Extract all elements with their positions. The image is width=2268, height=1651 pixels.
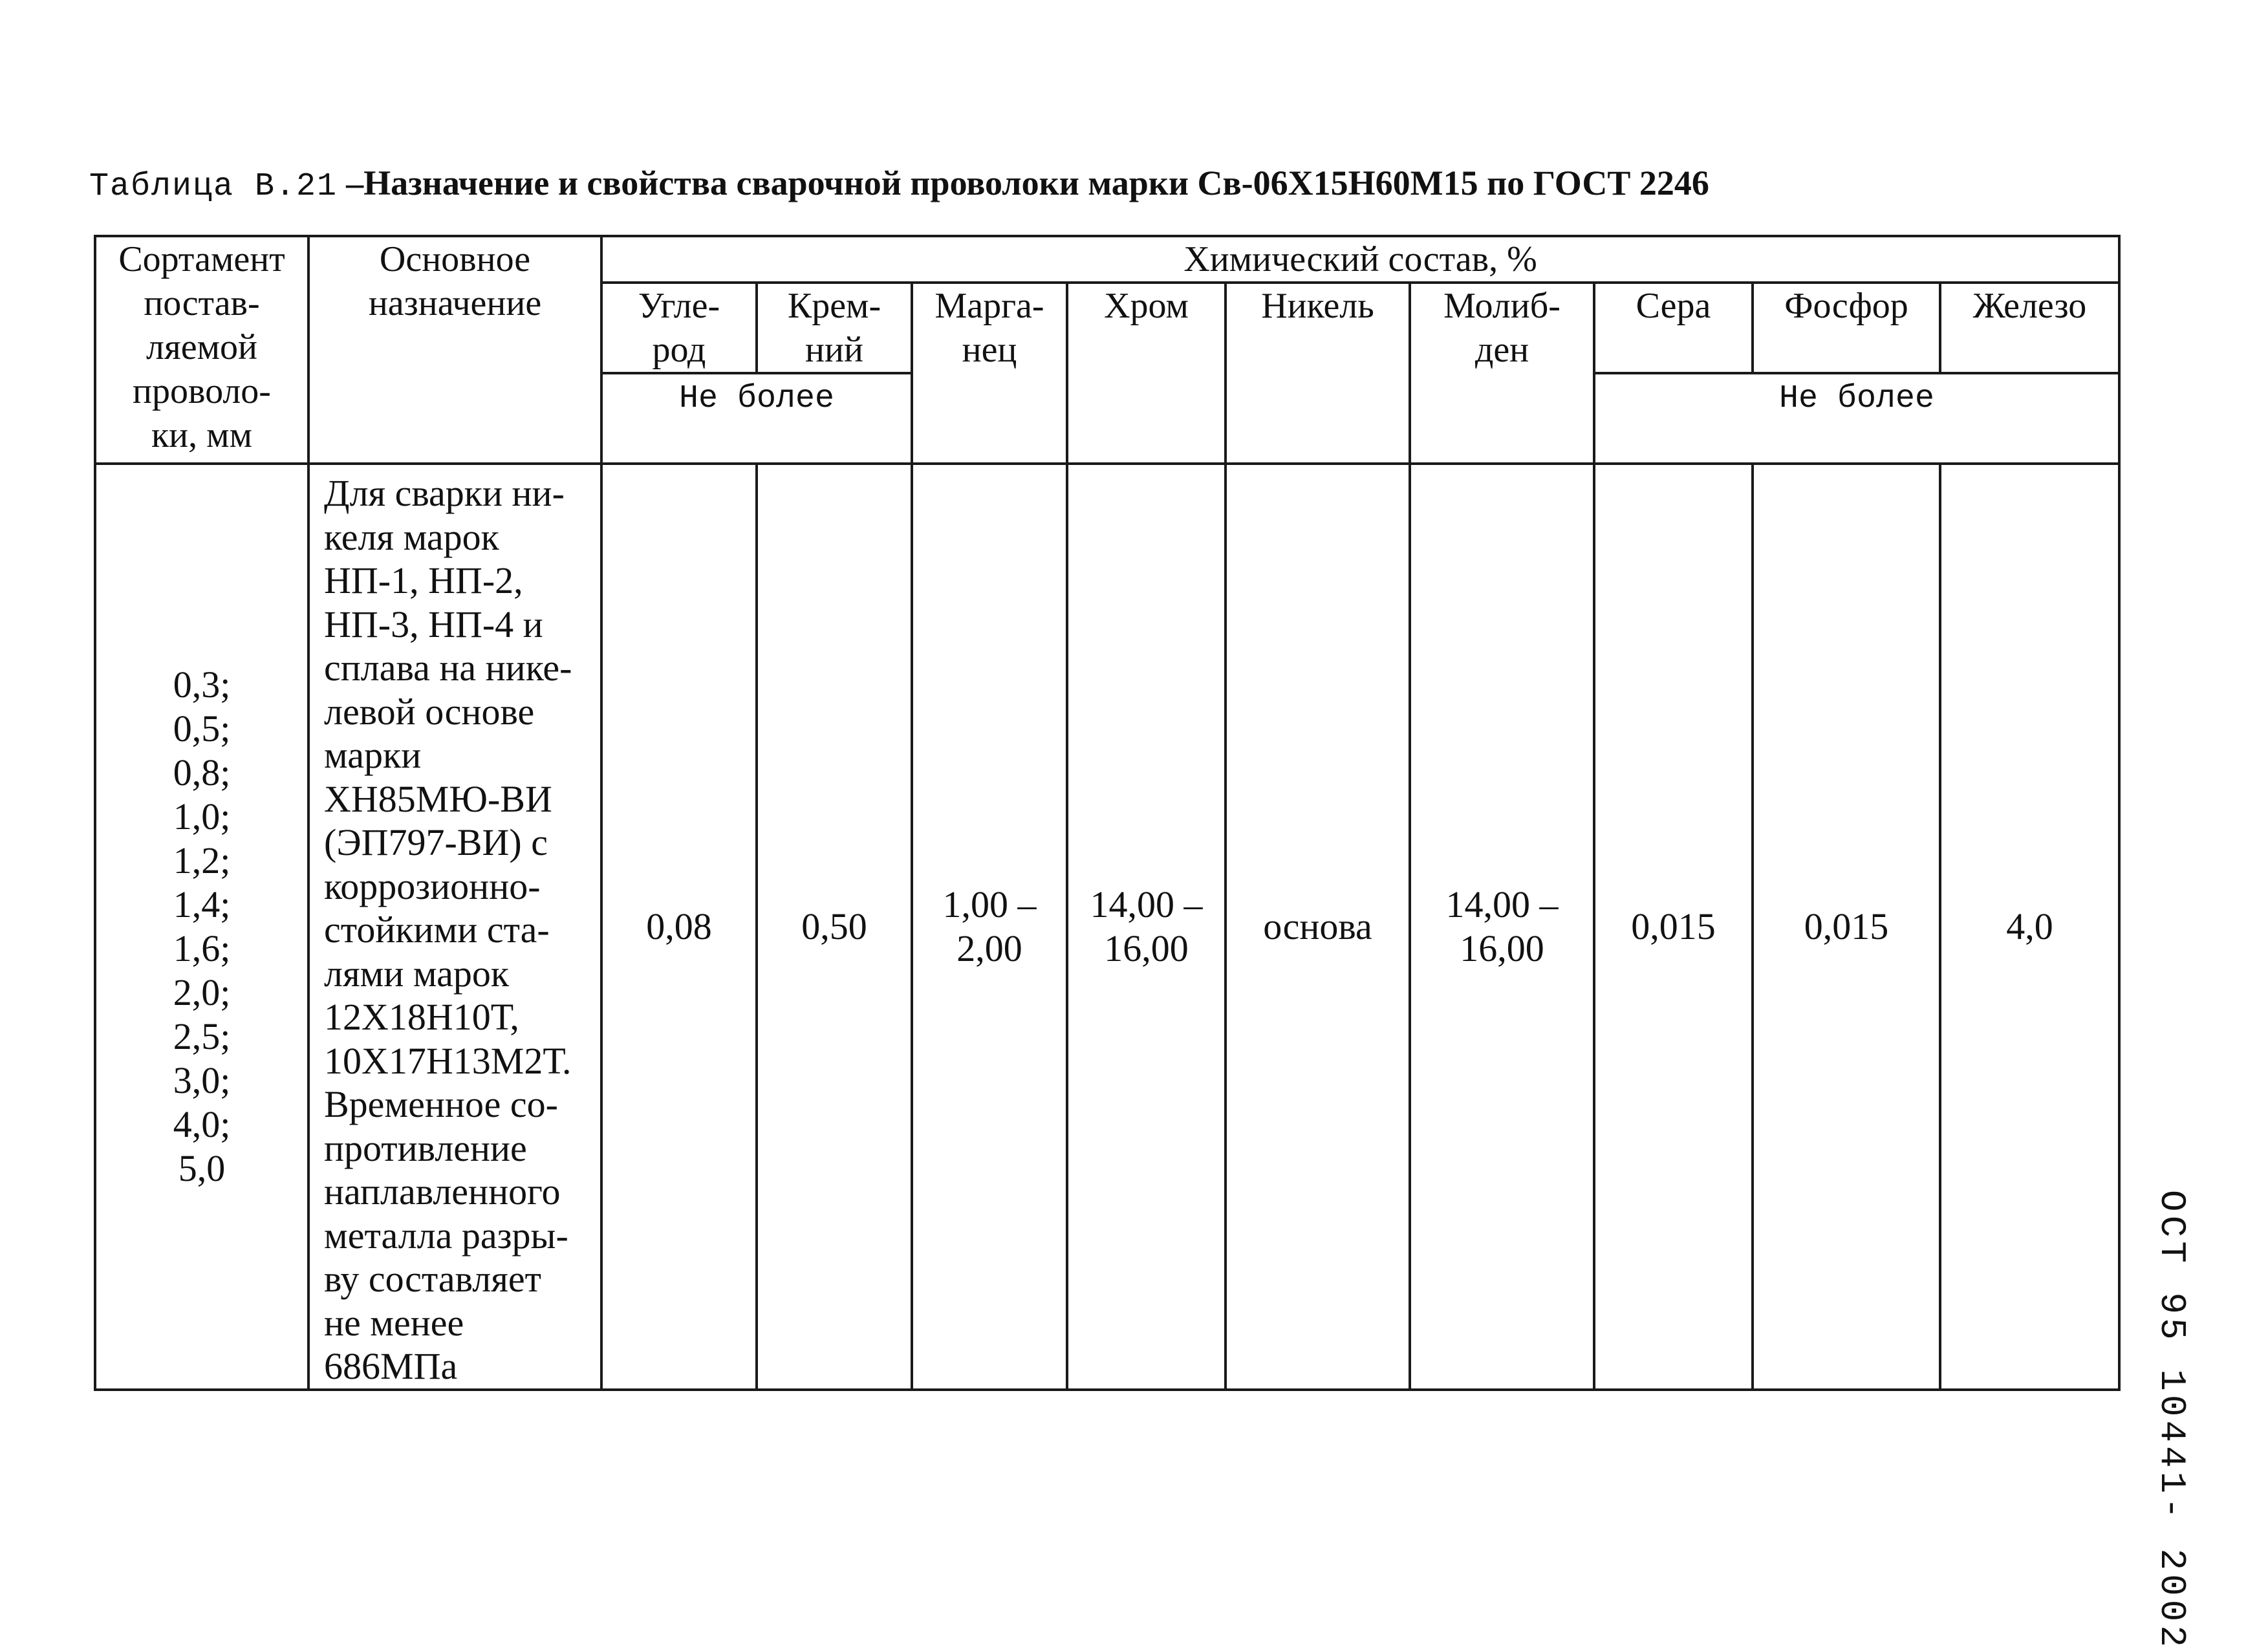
cell-sizes: 0,3; 0,5; 0,8; 1,0; 1,2; 1,4; 1,6; 2,0; 2,5; 3,0; 4,0; 5,0 <box>95 464 308 1390</box>
cell-iron: 4,0 <box>1940 464 2119 1390</box>
header-not-more-left: Не более <box>601 373 912 464</box>
header-chemical-composition: Химический состав, % <box>601 236 2119 283</box>
header-silicon: Крем- ний <box>757 283 912 373</box>
table-caption <box>89 160 1709 210</box>
header-molybdenum: Молиб- ден <box>1410 283 1594 464</box>
header-purpose: Основное назначение <box>308 236 601 464</box>
table-row <box>95 464 2119 1390</box>
caption-prefix: Таблица В.21 <box>89 168 338 205</box>
cell-carbon: 0,08 <box>601 464 757 1390</box>
header-assortment: Сортамент постав- ляемой проволо- ки, мм <box>95 236 308 464</box>
cell-nickel: основа <box>1226 464 1410 1390</box>
document-code: ОСТ 95 10441- 2002 <box>2151 1190 2192 1651</box>
header-not-more-right: Не более <box>1594 373 2119 464</box>
header-chromium: Хром <box>1067 283 1226 464</box>
header-nickel: Никель <box>1226 283 1410 464</box>
header-carbon: Угле- род <box>601 283 757 373</box>
header-manganese: Марга- нец <box>912 283 1067 464</box>
header-sulfur: Сера <box>1594 283 1753 373</box>
cell-silicon: 0,50 <box>757 464 912 1390</box>
cell-sulfur: 0,015 <box>1594 464 1753 1390</box>
header-row-1 <box>95 236 2119 283</box>
cell-manganese: 1,00 – 2,00 <box>912 464 1067 1390</box>
header-iron: Железо <box>1940 283 2119 373</box>
cell-phosphorus: 0,015 <box>1753 464 1940 1390</box>
cell-purpose: Для сварки ни- келя марок НП-1, НП-2, НП-3, НП-4 и сплава на нике- левой основе марки ХН85МЮ-ВИ (ЭП797-ВИ) с коррозионно- стойкими ста- лями марок 12Х18Н10Т, 10Х17Н13М2Т. Временное со- противление наплавленного металла разры- ву составляет не менее 686МПа <box>308 464 601 1390</box>
caption-title: –Назначение и свойства сварочной проволоки марки Св-06Х15Н60М15 по ГОСТ 2246 <box>346 164 1709 202</box>
cell-chromium: 14,00 – 16,00 <box>1067 464 1226 1390</box>
header-phosphorus: Фосфор <box>1753 283 1940 373</box>
wire-properties-table <box>94 235 2121 1391</box>
cell-molybdenum: 14,00 – 16,00 <box>1410 464 1594 1390</box>
